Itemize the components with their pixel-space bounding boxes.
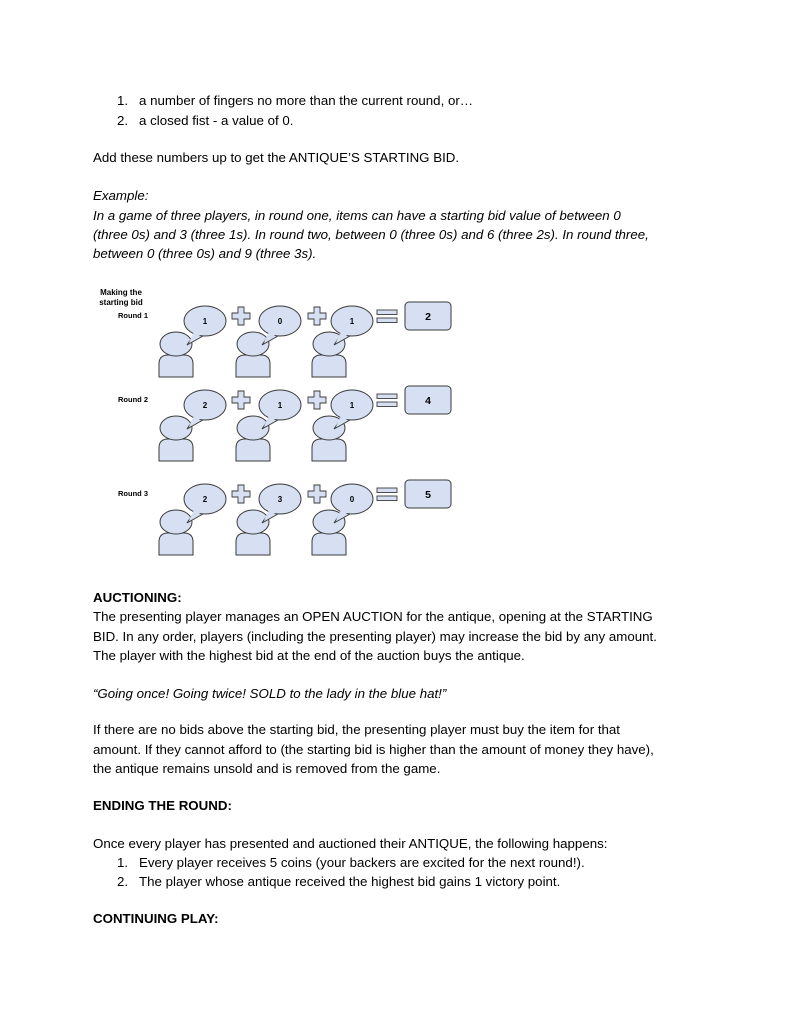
list-number: 2.: [117, 113, 129, 128]
auctioning-line: The presenting player manages an OPEN AUCTION for the antique, opening at the STARTING: [93, 609, 653, 624]
auctioning-heading: AUCTIONING:: [93, 590, 182, 605]
unsold-rule-line: the antique remains unsold and is removed from the game.: [93, 761, 441, 776]
list-number: 1.: [117, 93, 129, 108]
round-row: [118, 480, 451, 555]
plus-icon: [308, 391, 326, 409]
plus-icon: [232, 485, 250, 503]
round-label: Round 1: [118, 311, 148, 320]
person-body-icon: [159, 355, 193, 377]
round-row: [118, 302, 451, 377]
diagram-title-line-1: Making the: [100, 288, 142, 297]
finger-value: 1: [349, 317, 355, 326]
person-body-icon: [312, 439, 346, 461]
example-heading: Example:: [93, 188, 149, 203]
list-item: Every player receives 5 coins (your backers are excited for the next round!).: [139, 855, 585, 870]
finger-value: 1: [202, 317, 208, 326]
plus-icon: [232, 391, 250, 409]
auction-quote: “Going once! Going twice! SOLD to the lady in the blue hat!”: [93, 686, 447, 701]
unsold-rule-line: amount. If they cannot afford to (the starting bid is higher than the amount of money they have),: [93, 742, 654, 757]
starting-bid-result: 5: [425, 489, 431, 501]
equals-icon: [377, 310, 397, 315]
ending-intro: Once every player has presented and auctioned their ANTIQUE, the following happens:: [93, 836, 608, 851]
auctioning-line: The player with the highest bid at the end of the auction buys the antique.: [93, 648, 525, 663]
example-line: In a game of three players, in round one, items can have a starting bid value of between 0: [93, 208, 621, 223]
round-row: [118, 386, 451, 461]
person-body-icon: [312, 355, 346, 377]
equals-icon: [377, 488, 397, 493]
plus-icon: [308, 485, 326, 503]
ending-heading: ENDING THE ROUND:: [93, 798, 232, 813]
auctioning-line: BID. In any order, players (including the presenting player) may increase the bid by any amount.: [93, 629, 657, 644]
equals-icon: [377, 496, 397, 501]
finger-value: 2: [202, 401, 208, 410]
equals-icon: [377, 402, 397, 407]
example-line: (three 0s) and 3 (three 1s). In round two, between 0 (three 0s) and 6 (three 2s). In round three,: [93, 227, 649, 242]
unsold-rule-line: If there are no bids above the starting bid, the presenting player must buy the item for that: [93, 722, 621, 737]
finger-value: 2: [202, 495, 208, 504]
equals-icon: [377, 394, 397, 399]
person-body-icon: [159, 533, 193, 555]
finger-value: 3: [277, 495, 283, 504]
finger-value: 0: [349, 495, 355, 504]
round-label: Round 2: [118, 395, 148, 404]
person-body-icon: [236, 439, 270, 461]
plus-icon: [232, 307, 250, 325]
list-number: 2.: [117, 874, 129, 889]
finger-value: 1: [349, 401, 355, 410]
round-label: Round 3: [118, 489, 148, 498]
diagram-title-line-2: starting bid: [99, 298, 143, 307]
starting-bid-result: 2: [425, 311, 431, 323]
finger-value: 0: [277, 317, 283, 326]
example-line: between 0 (three 0s) and 9 (three 3s).: [93, 246, 317, 261]
person-body-icon: [159, 439, 193, 461]
person-body-icon: [236, 355, 270, 377]
person-body-icon: [312, 533, 346, 555]
list-item: The player whose antique received the highest bid gains 1 victory point.: [139, 874, 561, 889]
person-body-icon: [236, 533, 270, 555]
add-numbers-paragraph: Add these numbers up to get the ANTIQUE’S STARTING BID.: [93, 150, 460, 165]
starting-bid-result: 4: [425, 395, 431, 407]
continuing-heading: CONTINUING PLAY:: [93, 911, 219, 926]
equals-icon: [377, 318, 397, 323]
list-item: a closed fist - a value of 0.: [139, 113, 294, 128]
plus-icon: [308, 307, 326, 325]
finger-value: 1: [277, 401, 283, 410]
list-item: a number of fingers no more than the current round, or…: [139, 93, 474, 108]
list-number: 1.: [117, 855, 129, 870]
